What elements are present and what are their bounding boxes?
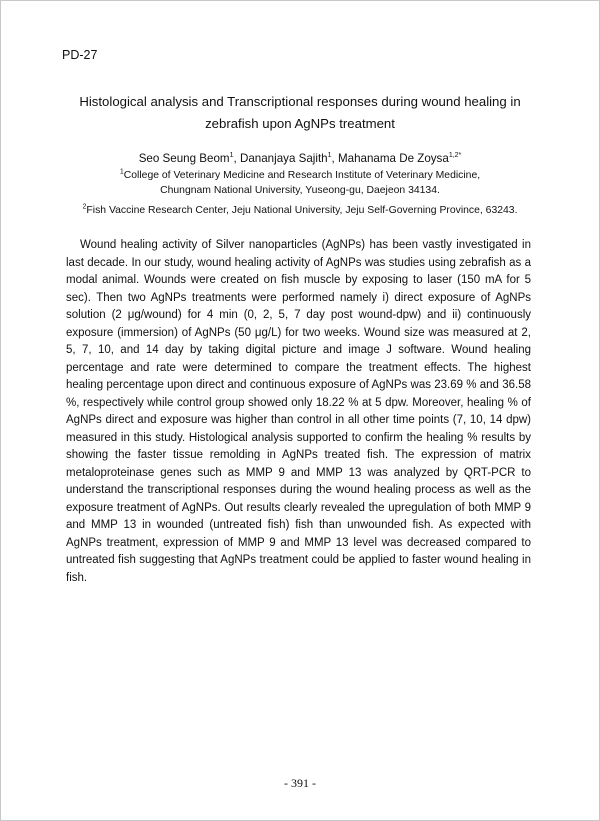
affiliation-text: Fish Vaccine Research Center, Jeju National University, Jeju Self-Governing Province, 63243. (86, 205, 518, 216)
title-line-1: Histological analysis and Transcriptional responses during wound healing in (79, 94, 521, 109)
abstract-body: Wound healing activity of Silver nanoparticles (AgNPs) has been vastly investigated in last decade. In our study, wound healing activity of AgNPs was studies using zebrafish as a modal animal. Wounds were created on fish muscle by exposing to laser (150 mA for 5 sec). Then two AgNPs treatments were performed namely i) direct exposure of AgNPs solution (2 μg/wound) for 4 min (0, 2, 5, 7 day post wound-dpw) and ii) continuously exposure (immersion) of AgNPs (50 μg/L) for two weeks. Wound size was measured at 2, 5, 7, 10, and 14 day by taking digital picture and image J software. Wound healing percentage and rate were determined to compare the treatment effects. The highest healing percentage upon direct and continuous exposure of AgNPs was 23.69 % and 36.58 %, respectively while control group showed only 18.22 % at 5 dpw. Moreover, healing % of AgNPs direct and exposure was higher than control in all other time points (7, 10, 14 dpw) measured in this study. Histological analysis supported to confirm the healing % results by showing the faster tissue remolding in AgNPs treated fish. The expression of matrix metaloproteinase genes such as MMP 9 and MMP 13 was analyzed by QRT-PCR to understand the transcriptional responses during the wound healing process as well as the exposure treatment of AgNPs. Out results clearly revealed the upregulation of both MMP 9 and MMP 13 in wounded (untreated fish) fish than unwounded fish. As expected with AgNPs treatment, expression of MMP 9 and MMP 13 level was decreased compared to untreated fish suggesting that AgNPs treatment could be applied to faster wound healing in fish. (66, 239, 531, 584)
author-name: Dananjaya Sajith (239, 152, 328, 165)
affiliation-text: College of Veterinary Medicine and Research Institute of Veterinary Medicine, (123, 170, 481, 181)
affiliation-text: Chungnam National University, Yuseong-gu, Daejeon 34134. (160, 185, 440, 196)
affiliation-mark: 1 (119, 168, 124, 176)
paper-title (60, 91, 540, 135)
author-affiliation-mark: 1 (327, 152, 332, 160)
page-number: - 391 - (284, 776, 316, 790)
author-affiliation-mark: 1,2* (448, 152, 462, 160)
author-separator: , (233, 152, 240, 165)
author-name: Seo Seung Beom (138, 152, 230, 165)
poster-code: PD-27 (62, 48, 98, 62)
author-list (60, 151, 540, 167)
author-affiliation-mark: 1 (229, 152, 234, 160)
author-name: Mahanama De Zoysa (337, 152, 449, 165)
affiliation-1 (60, 168, 540, 198)
author-separator: , (331, 152, 338, 165)
affiliation-mark: 2 (82, 203, 87, 211)
affiliation-2 (60, 203, 540, 218)
title-line-2: zebrafish upon AgNPs treatment (205, 116, 395, 131)
